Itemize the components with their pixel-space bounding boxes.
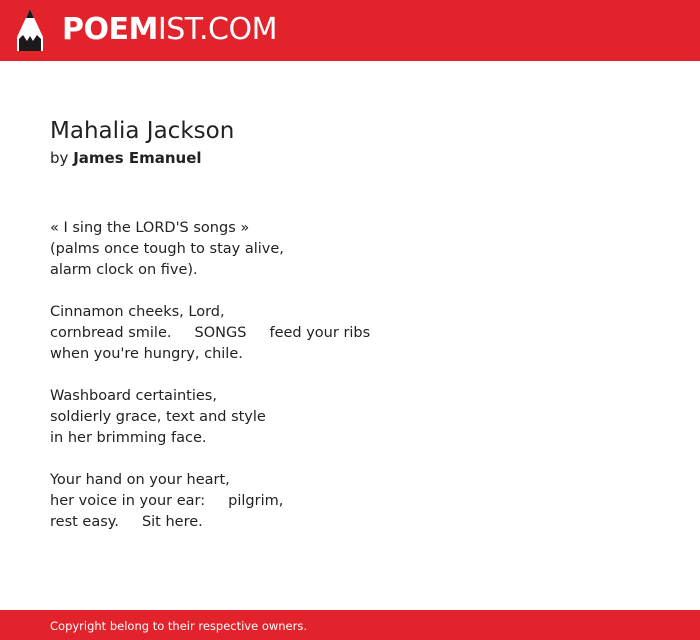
site-header [0,0,700,61]
by-label: by [50,149,69,167]
stanza [50,302,650,365]
site-logo[interactable] [62,12,277,48]
poem-line: when you're hungry, chile. [50,346,243,362]
poem-line: Washboard certainties, [50,388,217,404]
poem-line: alarm clock on five). [50,262,198,278]
poem-line: « I sing the LORD'S songs » [50,220,250,236]
logo-light-text: IST.COM [157,12,277,47]
author-name: James Emanuel [73,149,202,167]
pencil-icon[interactable] [17,9,43,51]
site-footer [0,610,700,640]
poem-body [50,218,650,533]
stanza [50,470,650,533]
byline [50,148,650,168]
poem-line: in her brimming face. [50,430,207,446]
poem-content [50,116,650,554]
poem-line: her voice in your ear: pilgrim, [50,493,284,509]
copyright-text: Copyright belong to their respective owners. [50,619,308,633]
poem-title: Mahalia Jackson [50,118,235,144]
stanza [50,386,650,449]
poem-line: (palms once tough to stay alive, [50,241,284,257]
poem-line: soldierly grace, text and style [50,409,266,425]
poem-line: cornbread smile. SONGS feed your ribs [50,325,371,341]
poem-line: rest easy. Sit here. [50,514,203,530]
poem-line: Cinnamon cheeks, Lord, [50,304,225,320]
stanza [50,218,650,281]
logo-bold-text: POEM [62,12,158,47]
poem-line: Your hand on your heart, [50,472,230,488]
